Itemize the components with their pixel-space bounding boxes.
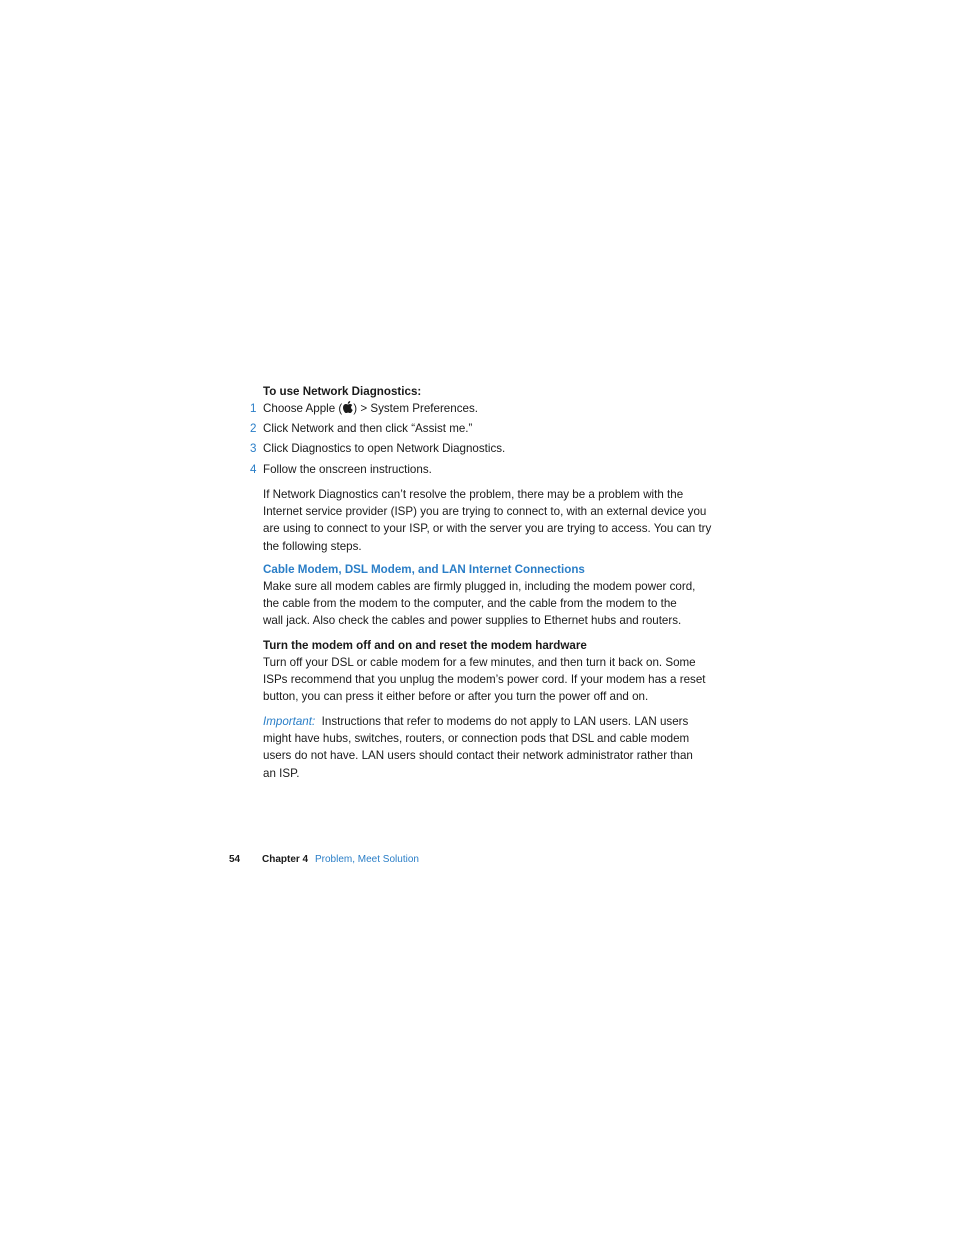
step-1-pre: Choose Apple ( bbox=[263, 402, 343, 415]
step-number-3: 3 bbox=[250, 442, 257, 455]
paragraph-line: If Network Diagnostics can’t resolve the problem, there may be a problem with the bbox=[263, 488, 684, 501]
section-paragraph bbox=[263, 578, 713, 630]
paragraph-line: are using to connect to your ISP, or with the server you are trying to access. You can try bbox=[263, 522, 712, 536]
important-first-line bbox=[263, 713, 713, 730]
paragraph-line: users do not have. LAN users should contact their network administrator rather than bbox=[263, 749, 693, 763]
intro-paragraph bbox=[263, 486, 713, 555]
step-number-1: 1 bbox=[250, 402, 257, 415]
paragraph-line: Internet service provider (ISP) you are trying to connect to, with an external device you bbox=[263, 505, 707, 519]
apple-logo-icon bbox=[342, 401, 353, 413]
important-label: Important: bbox=[263, 715, 316, 728]
paragraph-line: button, you can press it either before or after you turn the power off and on. bbox=[263, 690, 649, 704]
paragraph-line: Make sure all modem cables are firmly plugged in, including the modem power cord, bbox=[263, 580, 696, 593]
paragraph-line: Turn off your DSL or cable modem for a few minutes, and then turn it back on. Some bbox=[263, 656, 696, 669]
page-number: 54 bbox=[229, 854, 241, 865]
paragraph-line: an ISP. bbox=[263, 766, 300, 780]
paragraph-line: might have hubs, switches, routers, or connection pods that DSL and cable modem bbox=[263, 732, 690, 746]
step-3-text: Click Diagnostics to open Network Diagnostics. bbox=[263, 442, 506, 455]
important-text: Instructions that refer to modems do not apply to LAN users. LAN users bbox=[321, 715, 689, 728]
subsection-heading: Turn the modem off and on and reset the modem hardware bbox=[263, 639, 587, 652]
step-1-post: ) > System Preferences. bbox=[353, 402, 478, 415]
subsection-paragraph bbox=[263, 654, 713, 706]
step-4-text: Follow the onscreen instructions. bbox=[263, 463, 432, 476]
step-number-2: 2 bbox=[250, 422, 257, 435]
paragraph-line: the cable from the modem to the computer, and the cable from the modem to the bbox=[263, 597, 677, 611]
procedure-heading: To use Network Diagnostics: bbox=[263, 385, 422, 398]
paragraph-line: the following steps. bbox=[263, 539, 362, 553]
step-number-4: 4 bbox=[250, 463, 257, 476]
step-2-text: Click Network and then click “Assist me.” bbox=[263, 422, 473, 435]
paragraph-line: ISPs recommend that you unplug the modem’s power cord. If your modem has a reset bbox=[263, 673, 706, 687]
section-heading: Cable Modem, DSL Modem, and LAN Internet Connections bbox=[263, 563, 585, 576]
paragraph-line: wall jack. Also check the cables and power supplies to Ethernet hubs and routers. bbox=[263, 614, 682, 628]
important-note bbox=[263, 713, 713, 782]
step-1-text bbox=[263, 400, 478, 417]
footer-chapter-title: Problem, Meet Solution bbox=[315, 854, 419, 865]
footer-chapter: Chapter 4 bbox=[262, 854, 309, 865]
